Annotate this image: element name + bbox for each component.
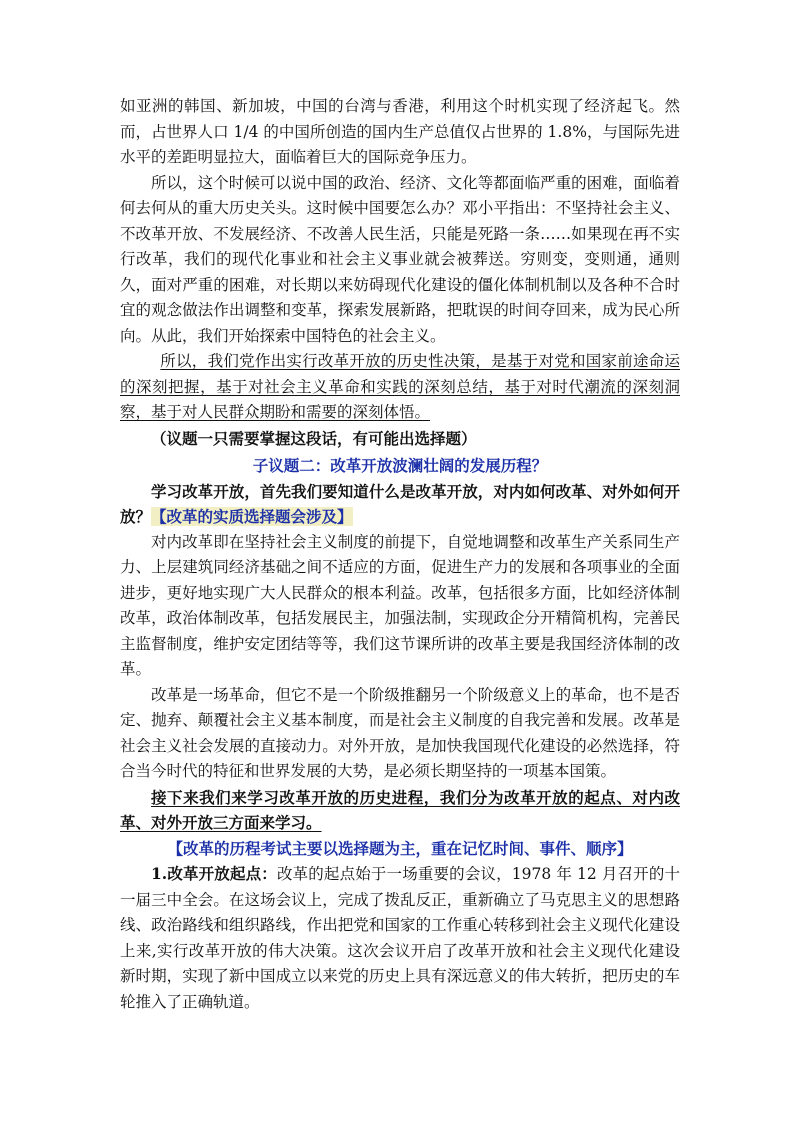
subtopic-two-heading: 子议题二：改革开放波澜壮阔的发展历程？ [252, 456, 548, 475]
starting-point-text: 改革的起点始于一场重要的会议，1978 年 12 月召开的十一届三中全会。在这场会议上，完成了拨乱反正，重新确立了马克思主义的思想路线、政治路线和组织路线，作出把党和国家的工作重心转移到社会主义现代化建设上来,实行改革开放的伟大决策。这次会议开启了改革开放和社会主义现代化建设新时期，实现了新中国成立以来党的历史上具有深远意义的伟大转折，把历史的车轮推入了正确轨道。 [120, 865, 680, 1011]
paragraph-what-is-reform [120, 479, 680, 530]
starting-point-label: 1.改革开放起点： [151, 864, 277, 883]
document-page [120, 94, 680, 1015]
paragraph-starting-point [120, 861, 680, 1015]
paragraph-economy-gap: 如亚洲的韩国、新加坡，中国的台湾与香港，利用这个时机实现了经济起飞。然而，占世界人口 1/4 的中国所创造的国内生产总值仅占世界的 1.8%，与国际先进水平的差距明显拉大，面临着巨大的国际竞争压力。 [120, 97, 680, 166]
exam-note-history: 【改革的历程考试主要以选择题为主，重在记忆时间、事件、顺序】 [167, 838, 633, 858]
paragraph-history-intro: 接下来我们来学习改革开放的历史进程，我们分为改革开放的起点、对内改革、对外开放三方面来学习。 [120, 787, 680, 832]
note-topic-one: （议题一只需要掌握这段话，有可能出选择题） [151, 428, 477, 448]
exam-note-essence: 【改革的实质选择题会涉及】 [151, 507, 353, 526]
paragraph-reform-nature: 改革是一场革命，但它不是一个阶级推翻另一个阶级意义上的革命，也不是否定、抛弃、颠覆社会主义基本制度，而是社会主义制度的自我完善和发展。改革是社会主义社会发展的直接动力。对外开放，是加快我国现代化建设的必然选择，符合当今时代的特征和世界发展的大势，是必须长期坚持的一项基本国策。 [120, 685, 680, 780]
paragraph-reform-decision: 所以，我们党作出实行改革开放的历史性决策，是基于对党和国家前途命运的深刻把握，基于对社会主义革命和实践的深刻总结，基于对时代潮流的深刻洞察，基于对人民群众期盼和需要的深刻体悟。 [120, 352, 680, 421]
paragraph-internal-reform: 对内改革即在坚持社会主义制度的前提下，自觉地调整和改革生产关系同生产力、上层建筑同经济基础之间不适应的方面，促进生产力的发展和各项事业的全面进步，更好地实现广大人民群众的根本利益。改革，包括很多方面，比如经济体制改革，政治体制改革，包括发展民主，加强法制，实现政企分开精简机构，完善民主监督制度，维护安定团结等等，我们这节课所讲的改革主要是我国经济体制的改革。 [120, 532, 680, 678]
question-text: 学习改革开放，首先我们要知道什么是改革开放，对内如何改革、对外如何开放？ [120, 481, 680, 526]
paragraph-historical-juncture: 所以，这个时候可以说中国的政治、经济、文化等都面临严重的困难，面临着何去何从的重大历史关头。这时候中国要怎么办？邓小平指出：不坚持社会主义、不改革开放、不发展经济、不改善人民生活，只能是死路一条……如果现在再不实行改革，我们的现代化事业和社会主义事业就会被葬送。穷则变，变则通，通则久，面对严重的困难，对长期以来妨碍现代化建设的僵化体制机制以及各种不合时宜的观念做法作出调整和变革，探索发展新路，把耽误的时间夺回来，成为民心所向。从此，我们开始探索中国特色的社会主义。 [120, 173, 680, 345]
